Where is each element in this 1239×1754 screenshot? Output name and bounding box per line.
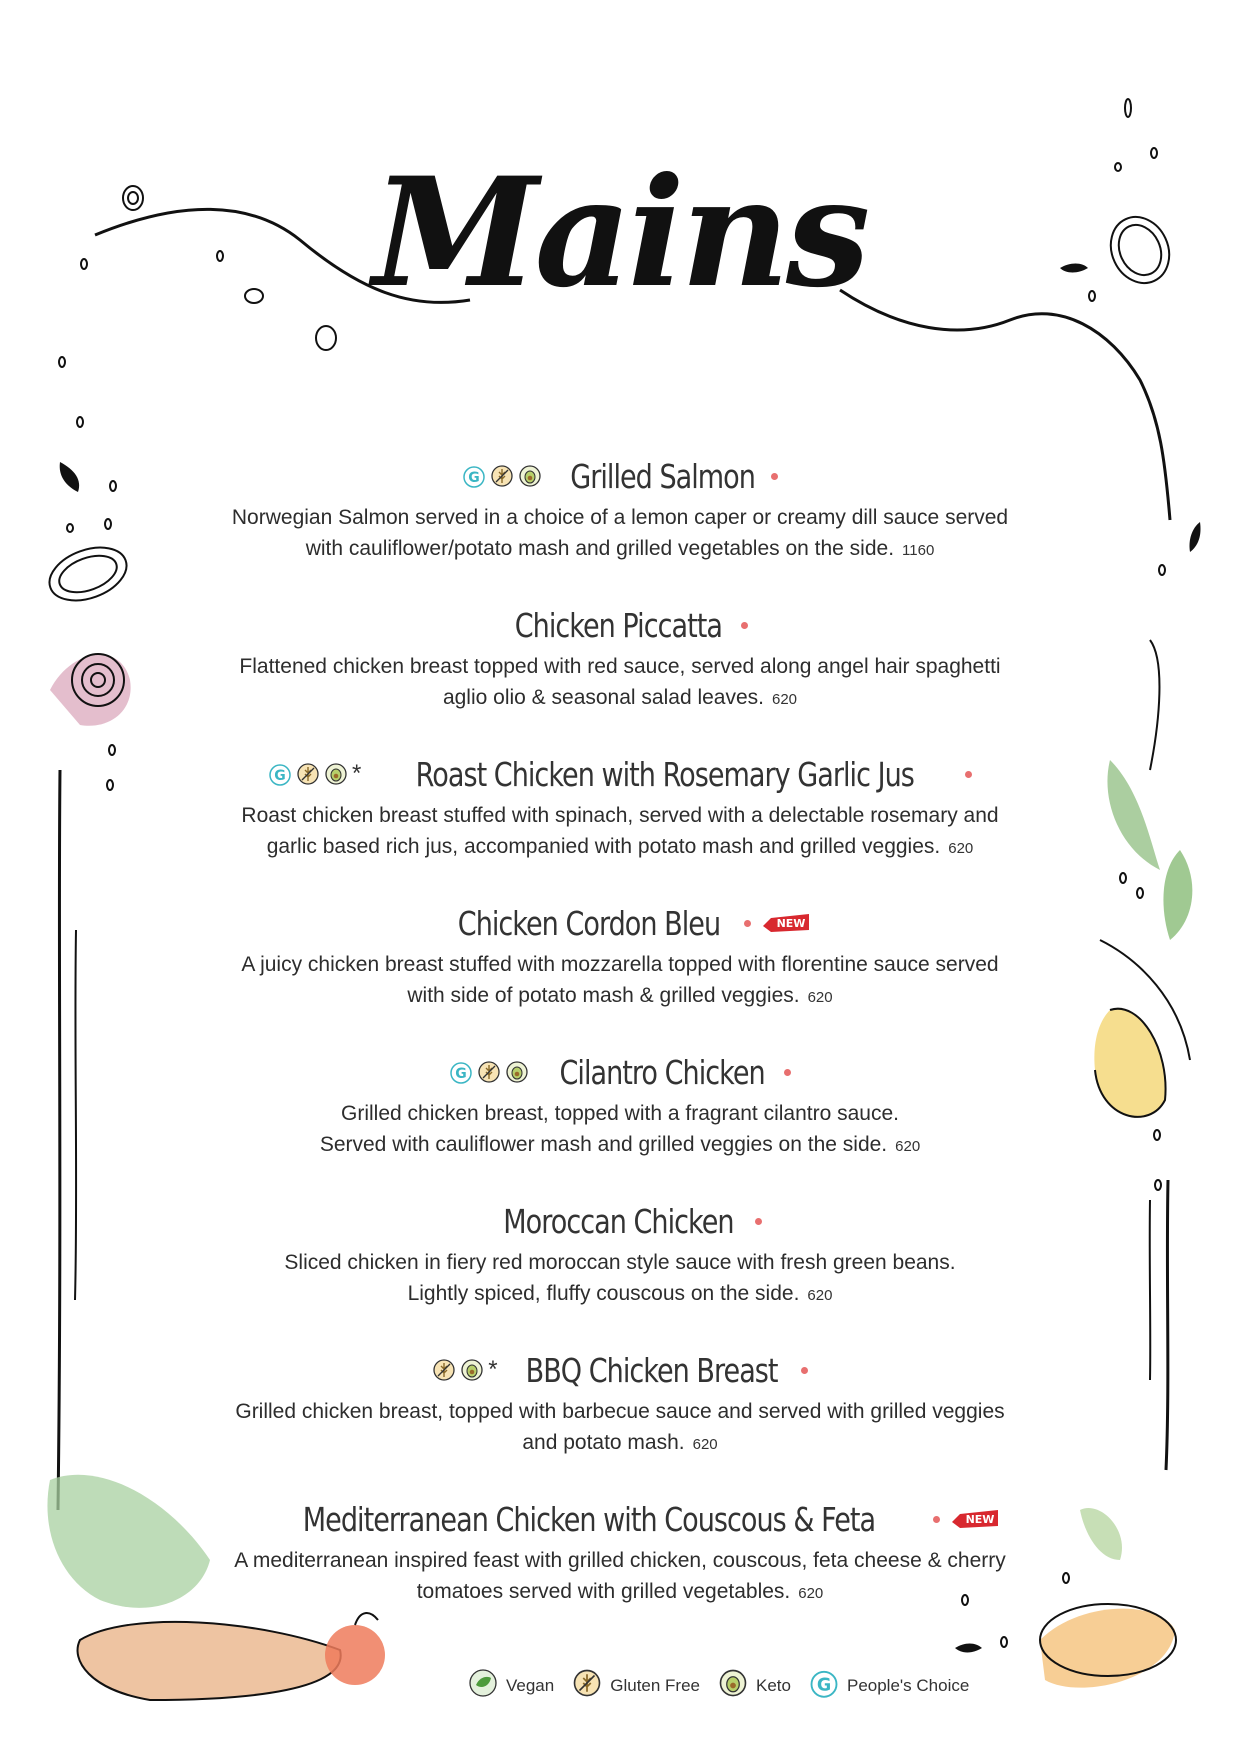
description-line: Flattened chicken breast topped with red sauce, served along angel hair spaghetti — [239, 655, 1001, 678]
keto-icon — [460, 1358, 484, 1382]
menu-item — [140, 1048, 1100, 1162]
keto-icon — [518, 464, 542, 488]
menu-item — [140, 899, 1100, 1013]
legend-item — [572, 1668, 700, 1703]
menu-item — [140, 601, 1100, 715]
svg-text:G: G — [816, 1675, 832, 1696]
menu-item-price: 620 — [948, 840, 974, 857]
dietary-icons — [268, 762, 348, 786]
description-text: with side of potato mash & grilled veggies. — [407, 984, 800, 1007]
menu-item-name: Chicken Piccatta — [514, 605, 723, 645]
accent-dot — [741, 622, 748, 629]
menu-item-name: BBQ Chicken Breast — [525, 1350, 778, 1390]
accent-dot — [933, 1516, 940, 1523]
description-text: tomatoes served with grilled vegetables. — [416, 1580, 791, 1603]
description-text: Served with cauliflower mash and grilled veggies on the side. — [319, 1133, 888, 1156]
peoples-choice-icon — [268, 762, 292, 786]
menu-item — [140, 1346, 1100, 1460]
menu-item — [140, 750, 1100, 864]
menu-item-header — [140, 1048, 1100, 1096]
menu-list — [140, 452, 1100, 1644]
legend-item — [809, 1668, 969, 1703]
description-line — [140, 980, 1100, 1013]
menu-item-header — [140, 1346, 1100, 1394]
menu-item-name: Mediterranean Chicken with Couscous & Feta — [302, 1499, 875, 1539]
menu-item-description — [140, 651, 1100, 715]
svg-text:G: G — [274, 768, 286, 784]
svg-text:G: G — [455, 1066, 468, 1082]
menu-item-description — [140, 949, 1100, 1013]
description-text: and potato mash. — [522, 1431, 685, 1454]
description-line: Grilled chicken breast, topped with a fragrant cilantro sauce. — [341, 1102, 899, 1125]
description-line — [140, 1278, 1100, 1311]
description-line: A juicy chicken breast stuffed with mozzarella topped with florentine sauce served — [241, 953, 999, 976]
description-line: Sliced chicken in fiery red moroccan style sauce with fresh green beans. — [284, 1251, 956, 1274]
new-tag-icon — [950, 1508, 1000, 1530]
menu-item-price: 620 — [807, 989, 833, 1006]
keto-icon — [718, 1668, 748, 1703]
menu-item-header — [140, 601, 1100, 649]
asterisk-mark: * — [352, 760, 362, 787]
description-line: A mediterranean inspired feast with grilled chicken, couscous, feta cheese & cherry — [234, 1549, 1006, 1572]
description-line: Roast chicken breast stuffed with spinach, served with a delectable rosemary and — [241, 804, 999, 827]
vegan-icon — [468, 1668, 498, 1703]
menu-item-description — [140, 502, 1100, 566]
peoples-choice-icon — [449, 1060, 473, 1084]
menu-item-description — [140, 1247, 1100, 1311]
accent-dot — [784, 1069, 791, 1076]
menu-item-header — [140, 750, 1100, 798]
title-area — [0, 118, 1239, 358]
gluten-free-icon — [572, 1668, 602, 1703]
accent-dot — [801, 1367, 808, 1374]
menu-item-price: 620 — [692, 1436, 718, 1453]
accent-dot — [771, 473, 778, 480]
description-line — [140, 682, 1100, 715]
page-title: Mains — [372, 145, 867, 321]
menu-item-name: Grilled Salmon — [570, 456, 755, 496]
menu-item-price: 1160 — [902, 542, 935, 559]
legend-label: People's Choice — [846, 1675, 970, 1695]
menu-item-description — [140, 800, 1100, 864]
menu-item-price: 620 — [798, 1585, 824, 1602]
description-text: Lightly spiced, fluffy couscous on the side. — [407, 1282, 800, 1305]
description-line — [140, 831, 1100, 864]
accent-dot — [744, 920, 751, 927]
menu-item-header — [140, 452, 1100, 500]
description-line — [140, 1129, 1100, 1162]
menu-item-header — [140, 1495, 1100, 1543]
menu-item-header — [140, 899, 1100, 947]
menu-item-name: Roast Chicken with Rosemary Garlic Jus — [416, 754, 915, 794]
description-line: Norwegian Salmon served in a choice of a lemon caper or creamy dill sauce served — [231, 506, 1009, 529]
legend-item — [718, 1668, 791, 1703]
peoples-choice-icon — [462, 464, 486, 488]
svg-text:G: G — [468, 470, 480, 486]
legend-label: Vegan — [506, 1675, 555, 1695]
menu-item-description — [140, 1396, 1100, 1460]
accent-dot — [755, 1218, 762, 1225]
menu-item-description — [140, 1545, 1100, 1609]
dietary-icons — [462, 464, 542, 488]
description-text: with cauliflower/potato mash and grilled vegetables on the side. — [305, 537, 895, 560]
menu-item-price: 620 — [807, 1287, 833, 1304]
description-line: Grilled chicken breast, topped with barbecue sauce and served with grilled veggies — [235, 1400, 1005, 1423]
description-line — [140, 1576, 1100, 1609]
description-line — [140, 1427, 1100, 1460]
gluten-free-icon — [296, 762, 320, 786]
asterisk-mark: * — [488, 1356, 498, 1383]
dietary-legend — [468, 1668, 969, 1703]
menu-item-name: Moroccan Chicken — [503, 1201, 734, 1241]
gluten-free-icon — [490, 464, 514, 488]
dietary-icons — [432, 1358, 484, 1382]
legend-item — [468, 1668, 554, 1703]
menu-item — [140, 1197, 1100, 1311]
svg-text:NEW: NEW — [966, 1513, 995, 1526]
menu-item-price: 620 — [895, 1138, 921, 1155]
svg-text:NEW: NEW — [777, 917, 806, 930]
menu-item — [140, 1495, 1100, 1609]
new-tag-icon — [761, 912, 811, 934]
menu-item-description — [140, 1098, 1100, 1162]
menu-item-name: Cilantro Chicken — [559, 1052, 766, 1092]
menu-item-name: Chicken Cordon Bleu — [457, 903, 720, 943]
menu-item-header — [140, 1197, 1100, 1245]
dietary-icons — [449, 1060, 529, 1084]
description-text: garlic based rich jus, accompanied with potato mash and grilled veggies. — [266, 835, 941, 858]
description-text: aglio olio & seasonal salad leaves. — [442, 686, 764, 709]
gluten-free-icon — [477, 1060, 501, 1084]
keto-icon — [505, 1060, 529, 1084]
description-line — [140, 533, 1100, 566]
keto-icon — [324, 762, 348, 786]
peoples-choice-icon — [809, 1668, 839, 1703]
gluten-free-icon — [432, 1358, 456, 1382]
menu-item — [140, 452, 1100, 566]
menu-item-price: 620 — [772, 691, 798, 708]
legend-label: Gluten Free — [610, 1675, 700, 1695]
legend-label: Keto — [756, 1675, 791, 1695]
accent-dot — [965, 771, 972, 778]
